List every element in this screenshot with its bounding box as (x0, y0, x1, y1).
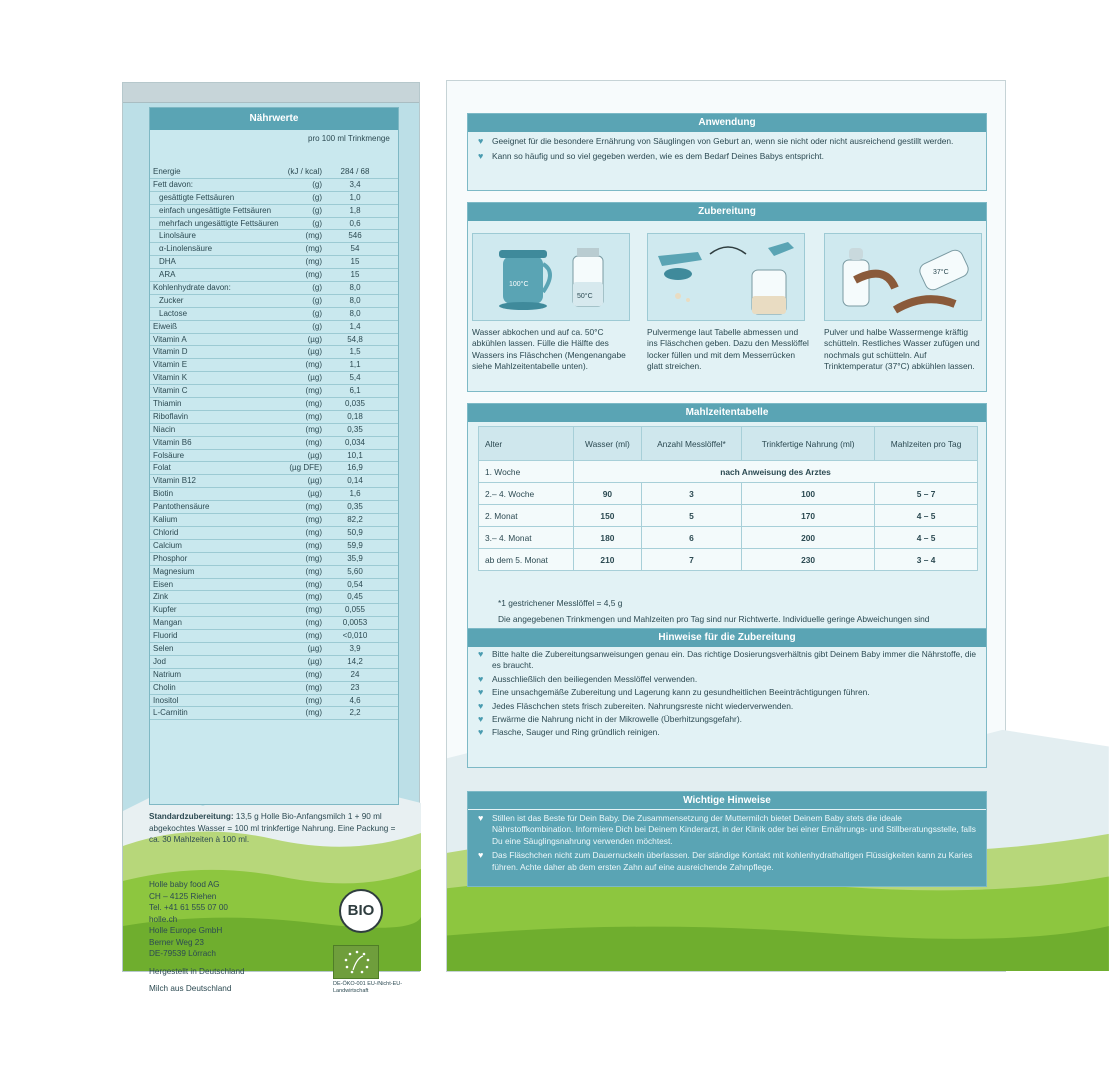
nutrient-value: <0,010 (342, 631, 368, 641)
nutrient-name: Biotin (153, 489, 174, 499)
nutrient-unit: (mg) (305, 424, 322, 434)
nutrient-unit: (mg) (305, 244, 322, 254)
table-cell: ab dem 5. Monat (479, 549, 574, 571)
nutrient-value: 0,14 (347, 476, 363, 486)
nutrient-value: 50,9 (347, 527, 363, 537)
nutrient-unit: (mg) (305, 708, 322, 718)
nutrition-row (150, 243, 398, 256)
bullet-text: Flasche, Sauger und Ring gründlich reinigen. (492, 727, 660, 738)
footnote: *1 gestrichener Messlöffel = 4,5 g (498, 598, 623, 608)
nutrition-row (150, 398, 398, 411)
manufacturer-address (149, 879, 245, 995)
bullet-item (474, 674, 980, 685)
nutrient-value: 54,8 (347, 334, 363, 344)
address-line: Holle Europe GmbH (149, 926, 223, 935)
bullet-item (474, 813, 980, 847)
nutrient-name: Cholin (153, 682, 176, 692)
nutrient-unit: (mg) (305, 605, 322, 615)
nutrient-name: gesättigte Fettsäuren (159, 192, 235, 202)
nutrition-row (150, 604, 398, 617)
nutrient-name: Jod (153, 656, 166, 666)
nutrient-name: einfach ungesättigte Fettsäuren (159, 205, 272, 215)
nutrition-row (150, 346, 398, 359)
nutrition-row (150, 707, 398, 720)
nutrient-unit: (g) (312, 179, 322, 189)
nutrient-unit: (mg) (305, 399, 322, 409)
eu-organic-caption: DE-ÖKO-001 EU-/Nicht-EU-Landwirtschaft (333, 981, 403, 994)
nutrient-name: DHA (159, 257, 176, 267)
nutrient-unit: (mg) (305, 566, 322, 576)
nutrient-unit: (µg DFE) (289, 463, 322, 473)
bio-seal-icon: BIO (339, 889, 383, 933)
bullet-item (474, 136, 980, 147)
nutrient-name: Magnesium (153, 566, 195, 576)
eu-organic-leaf-icon (333, 945, 379, 979)
address-line: Tel. +41 61 555 07 00 (149, 903, 228, 912)
nutrient-value: 0,6 (349, 218, 361, 228)
nutrition-row (150, 269, 398, 282)
nutrient-name: Vitamin B6 (153, 437, 192, 447)
header-cell: Mahlzeiten pro Tag (875, 427, 978, 461)
table-cell: 3 – 4 (875, 549, 978, 571)
table-cell: 4 – 5 (875, 505, 978, 527)
nutrient-name: Energie (153, 167, 181, 176)
standard-preparation (149, 811, 399, 846)
bullet-item (474, 687, 980, 698)
nutrient-name: Eisen (153, 579, 174, 589)
nutrition-row (150, 192, 398, 205)
nutrition-row (150, 321, 398, 334)
nutrient-name: Kohlenhydrate davon: (153, 283, 231, 293)
nutrition-row (150, 424, 398, 437)
standard-prep-label: Standardzubereitung: (149, 812, 234, 821)
nutrient-value: 1,4 (349, 321, 361, 331)
address-line: Berner Weg 23 (149, 937, 204, 947)
right-back-panel (446, 80, 1006, 972)
nutrition-row (150, 282, 398, 295)
nutrition-row (150, 218, 398, 231)
heart-icon: ♥ (478, 727, 484, 738)
nutrient-name: Folat (153, 463, 171, 473)
table-cell: 180 (574, 527, 642, 549)
table-cell: 230 (742, 549, 875, 571)
nutrient-unit: (µg) (307, 656, 322, 666)
bullet-text: Ausschließlich den beiliegenden Messlöffel verwenden. (492, 673, 698, 684)
nutrient-unit: (mg) (305, 527, 322, 537)
nutrition-row (150, 656, 398, 669)
bullet-text: Eine unsachgemäße Zubereitung und Lagerung kann zu gesundheitlichen Beeinträchtigungen führen. (492, 687, 870, 698)
nutrition-row (150, 617, 398, 630)
table-cell: 3 (641, 483, 741, 505)
nutrition-row (150, 695, 398, 708)
address-line: CH – 4125 Riehen (149, 891, 217, 901)
nutrition-row (150, 669, 398, 682)
address-line: DE-79539 Lörrach (149, 949, 216, 958)
nutrient-name: Linolsäure (159, 231, 196, 241)
nutrient-unit: (mg) (305, 682, 322, 692)
table-cell: 2.– 4. Woche (479, 483, 574, 505)
nutrient-unit: (g) (312, 205, 322, 215)
nutrition-row (150, 205, 398, 218)
nutrient-unit: (g) (312, 295, 322, 305)
nutrient-name: mehrfach ungesättigte Fettsäuren (159, 218, 279, 228)
nutrient-name: Vitamin D (153, 347, 188, 357)
nutrition-row (150, 179, 398, 192)
nutrient-unit: (g) (312, 283, 322, 293)
nutrient-value: 5,4 (349, 373, 361, 383)
nutrition-row (150, 295, 398, 308)
table-cell: 5 (641, 505, 741, 527)
header-cell: Anzahl Messlöffel* (641, 427, 741, 461)
nutrient-unit: (µg) (307, 373, 322, 383)
step-text-2: Pulvermenge laut Tabelle abmessen und ins Fläschchen geben. Dazu den Messlöffel locker füllen und mit dem Messerrücken glatt streichen. (647, 327, 809, 371)
hinweise-list (468, 649, 986, 739)
section-title: Anwendung (468, 114, 986, 132)
nutrition-row (150, 411, 398, 424)
nutrient-name: Chlorid (153, 527, 179, 537)
nutrient-value: 15 (350, 257, 360, 267)
table-cell: 100 (742, 483, 875, 505)
nutrition-row (150, 527, 398, 540)
bullet-item (474, 701, 980, 712)
nutrient-value: 10,1 (347, 450, 363, 460)
table-row (479, 549, 978, 571)
section-zubereitung (467, 202, 987, 392)
section-title: Wichtige Hinweise (468, 792, 986, 810)
heart-icon: ♥ (478, 687, 484, 698)
nutrient-value: 24 (350, 669, 360, 679)
nutrient-unit: (µg) (307, 476, 322, 486)
nutrient-name: Phosphor (153, 553, 188, 563)
nutrient-unit: (mg) (305, 695, 322, 705)
bullet-text: Jedes Fläschchen stets frisch zubereiten. Nahrungsreste nicht wiederverwenden. (492, 700, 794, 711)
nutrition-row (150, 256, 398, 269)
table-cell: 200 (742, 527, 875, 549)
nutrient-value: 1,0 (349, 192, 361, 202)
nutrient-unit: (mg) (305, 592, 322, 602)
nutrient-value: 6,1 (349, 386, 361, 396)
nutrient-value: 1,8 (349, 205, 361, 215)
section-wichtige-hinweise (467, 791, 987, 887)
nutrition-row (150, 488, 398, 501)
bullet-item (474, 714, 980, 725)
header-cell: Wasser (ml) (574, 427, 642, 461)
nutrient-name: Pantothensäure (153, 502, 210, 512)
box-lid (123, 83, 419, 103)
heart-icon: ♥ (478, 151, 484, 162)
nutrient-name: Vitamin B12 (153, 476, 196, 486)
nutrient-name: Kalium (153, 515, 178, 525)
nutrient-value: 8,0 (349, 283, 361, 293)
nutrient-value: 15 (350, 270, 360, 280)
nutrient-unit: (µg) (307, 334, 322, 344)
nutrient-unit: (mg) (305, 502, 322, 512)
nutrition-row (150, 553, 398, 566)
nutrient-name: Eiweiß (153, 321, 178, 331)
illustration-powder-scoop (647, 233, 805, 321)
nutrient-name: Vitamin A (153, 334, 187, 344)
bullet-item (474, 151, 980, 162)
nutrient-unit: (g) (312, 192, 322, 202)
nutrient-name: Fett davon: (153, 179, 194, 189)
nutrient-value: 0,035 (344, 399, 366, 409)
nutrition-row (150, 591, 398, 604)
nutrient-unit: (kJ / kcal) (287, 167, 322, 176)
table-header-row (479, 427, 978, 461)
nutrient-name: Vitamin K (153, 373, 188, 383)
nutrient-value: 0,54 (347, 579, 363, 589)
nutrition-row (150, 630, 398, 643)
nutrient-name: Natrium (153, 669, 182, 679)
nutrition-row (150, 475, 398, 488)
nutrient-name: Niacin (153, 424, 176, 434)
temp-label: 50°C (577, 293, 593, 300)
section-anwendung (467, 113, 987, 191)
nutrient-unit: (mg) (305, 437, 322, 447)
nutrient-value: 4,6 (349, 695, 361, 705)
nutrient-unit: (g) (312, 218, 322, 228)
nutrient-unit: (mg) (305, 270, 322, 280)
section-title: Mahlzeitentabelle (468, 404, 986, 422)
nutrient-name: Vitamin E (153, 360, 188, 370)
address-line: Hergestellt in Deutschland (149, 966, 245, 976)
nutrient-unit: (mg) (305, 515, 322, 525)
bullet-text: Das Fläschchen nicht zum Dauernuckeln überlassen. Der ständige Kontakt mit kohlenhydrathaltigen Flüssigkeiten kann zu Karies führen. Achte daher ab dem ersten Zahn auf eine ausreichende Zahnpflege. (492, 850, 973, 872)
heart-icon: ♥ (478, 850, 484, 861)
step-text-3: Pulver und halbe Wassermenge kräftig schütteln. Restliches Wasser zufügen und nochmals gut schütteln. Auf Trinktemperatur (37°C) abkühlen lassen. (824, 327, 980, 371)
table-cell: 170 (742, 505, 875, 527)
nutrient-name: α-Linolensäure (159, 244, 213, 254)
address-line: holle.ch (149, 914, 178, 924)
nutrition-row (150, 566, 398, 579)
nutrient-value: 16,9 (347, 463, 363, 473)
table-row (479, 505, 978, 527)
temp-label: 100°C (509, 281, 529, 288)
nutrient-name: Fluorid (153, 631, 178, 641)
nutrient-name: Zink (153, 592, 169, 602)
nutrient-name: Calcium (153, 540, 182, 550)
table-cell: 90 (574, 483, 642, 505)
heart-icon: ♥ (478, 813, 484, 823)
nutrient-value: 8,0 (349, 308, 361, 318)
table-cell: 4 – 5 (875, 527, 978, 549)
nutrient-unit: (µg) (307, 643, 322, 653)
nutrient-value: 14,2 (347, 656, 363, 666)
nutrient-value: 54 (350, 244, 360, 254)
nutrient-value: 23 (350, 682, 360, 692)
nutrient-value: 546 (348, 231, 362, 241)
table-row (479, 461, 978, 483)
nutrient-value: 82,2 (347, 515, 363, 525)
section-title: Hinweise für die Zubereitung (468, 629, 986, 647)
bullet-item (474, 649, 980, 672)
table-cell: 7 (641, 549, 741, 571)
heart-icon: ♥ (478, 649, 484, 659)
table-cell: 210 (574, 549, 642, 571)
nutrition-row (150, 166, 398, 179)
nutrition-row (150, 437, 398, 450)
nutrient-unit: (µg) (307, 347, 322, 357)
nutrition-table (149, 107, 399, 805)
temp-label: 37°C (933, 269, 949, 276)
nutrition-row (150, 540, 398, 553)
nutrient-value: 8,0 (349, 295, 361, 305)
nutrition-title: Nährwerte (150, 108, 398, 130)
nutrient-value: 1,6 (349, 489, 361, 499)
nutrient-value: 3,4 (349, 179, 361, 189)
nutrient-name: Kupfer (153, 605, 177, 615)
nutrient-value: 0,055 (344, 605, 366, 615)
nutrition-row (150, 359, 398, 372)
nutrient-name: Zucker (159, 295, 184, 305)
nutrient-unit: (g) (312, 308, 322, 318)
nutrient-name: ARA (159, 270, 176, 280)
nutrient-unit: (mg) (305, 618, 322, 628)
nutrient-value: 1,5 (349, 347, 361, 357)
step-text-1: Wasser abkochen und auf ca. 50°C abkühlen lassen. Fülle die Hälfte des Wassers ins Fläschchen (Mengenangabe siehe Mahlzeitentabelle unten). (472, 327, 626, 371)
meal-table (478, 426, 978, 571)
section-title: Zubereitung (468, 203, 986, 221)
bullet-item (474, 850, 980, 873)
nutrient-value: 0,18 (347, 411, 363, 421)
bullet-item (474, 727, 980, 738)
nutrient-unit: (mg) (305, 231, 322, 241)
nutrient-value: 35,9 (347, 553, 363, 563)
illustration-shaking-bottle (824, 233, 982, 321)
nutrition-row (150, 643, 398, 656)
nutrient-value: 3,9 (349, 643, 361, 653)
nutrient-value: 59,9 (347, 540, 363, 550)
nutrition-row (150, 579, 398, 592)
illustration-kettle (472, 233, 630, 321)
nutrient-unit: (mg) (305, 360, 322, 370)
nutrition-row (150, 501, 398, 514)
heart-icon: ♥ (478, 136, 484, 146)
nutrition-column-header: pro 100 ml Trinkmenge (308, 134, 390, 143)
nutrient-value: 0,35 (347, 502, 363, 512)
nutrient-unit: (mg) (305, 579, 322, 589)
nutrition-row (150, 682, 398, 695)
address-line: Holle baby food AG (149, 880, 220, 889)
nutrition-row (150, 514, 398, 527)
nutrition-rows (150, 166, 398, 720)
table-cell: 3.– 4. Monat (479, 527, 574, 549)
nutrient-value: 5,60 (347, 566, 363, 576)
nutrient-unit: (mg) (305, 669, 322, 679)
nutrient-name: Lactose (159, 308, 188, 318)
nutrient-unit: (µg) (307, 450, 322, 460)
nutrient-name: Inositol (153, 695, 179, 705)
bullet-text: Kann so häufig und so viel gegeben werden, wie es dem Bedarf Deines Babys entspricht. (492, 151, 824, 162)
bullet-text: Bitte halte die Zubereitungsanweisungen genau ein. Das richtige Dosierungsverhältnis gibt Deinem Baby immer die Nährstoffe, die es braucht. (492, 649, 977, 671)
nutrition-row (150, 308, 398, 321)
nutrient-value: 284 / 68 (340, 167, 370, 176)
nutrient-name: Mangan (153, 618, 182, 628)
nutrient-name: L-Carnitin (153, 708, 188, 718)
nutrient-value: 2,2 (349, 708, 361, 718)
nutrient-value: 0,45 (347, 592, 363, 602)
heart-icon: ♥ (478, 700, 484, 711)
nutrient-unit: (g) (312, 321, 322, 331)
section-hinweise (467, 628, 987, 768)
nutrient-unit: (mg) (305, 411, 322, 421)
header-cell: Trinkfertige Nahrung (ml) (742, 427, 875, 461)
nutrition-row (150, 372, 398, 385)
nutrient-unit: (mg) (305, 553, 322, 563)
table-cell: 2. Monat (479, 505, 574, 527)
nutrient-name: Selen (153, 643, 174, 653)
table-cell: 6 (641, 527, 741, 549)
nutrient-unit: (mg) (305, 540, 322, 550)
table-cell: 1. Woche (479, 461, 574, 483)
nutrient-value: 1,1 (349, 360, 361, 370)
nutrient-name: Vitamin C (153, 386, 188, 396)
nutrient-name: Folsäure (153, 450, 185, 460)
nutrient-unit: (mg) (305, 386, 322, 396)
nutrient-unit: (mg) (305, 631, 322, 641)
nutrient-name: Riboflavin (153, 411, 189, 421)
nutrition-row (150, 230, 398, 243)
nutrient-value: 0,35 (347, 424, 363, 434)
nutrient-value: 0,0053 (342, 618, 368, 628)
left-side-panel (122, 82, 420, 994)
table-row (479, 483, 978, 505)
nutrition-row (150, 334, 398, 347)
table-row (479, 527, 978, 549)
table-note: Die angegebenen Trinkmengen und Mahlzeiten pro Tag sind nur Richtwerte. Individuelle geringe Abweichungen sind (498, 614, 930, 624)
bullet-text: Stillen ist das Beste für Dein Baby. Die Zusammensetzung der Muttermilch bietet Deinem Baby stets die ideale Nährstoffkombination. Informiere Dich bei Deinem Kinderarzt, in der Klinik oder bei einer Ernährungs- und Stillberatungsstelle, falls Du eine Säuglingsnahrung verwenden möchtest. (492, 813, 976, 846)
standard-prep-text: 13,5 g Holle Bio-Anfangsmilch 1 + 90 ml abgekochtes Wasser = 100 ml trinkfertige Nahrung. Eine Packung = ca. 30 Mahlzeiten à 100 ml. (149, 812, 396, 844)
nutrient-name: Thiamin (153, 399, 182, 409)
nutrition-row (150, 450, 398, 463)
heart-icon: ♥ (478, 714, 484, 725)
nutrition-row (150, 462, 398, 475)
table-cell: nach Anweisung des Arztes (574, 461, 978, 483)
table-cell: 5 – 7 (875, 483, 978, 505)
nutrient-value: 0,034 (344, 437, 366, 447)
heart-icon: ♥ (478, 673, 484, 684)
table-cell: 150 (574, 505, 642, 527)
nutrient-unit: (mg) (305, 257, 322, 267)
address-line: Milch aus Deutschland (149, 984, 232, 993)
bullet-text: Geeignet für die besondere Ernährung von Säuglingen von Geburt an, wenn sie nicht oder nicht ausreichend gestillt werden. (492, 136, 954, 146)
nutrition-row (150, 385, 398, 398)
header-cell: Alter (479, 427, 574, 461)
nutrient-unit: (µg) (307, 489, 322, 499)
bullet-text: Erwärme die Nahrung nicht in der Mikrowelle (Überhitzungsgefahr). (492, 714, 742, 725)
